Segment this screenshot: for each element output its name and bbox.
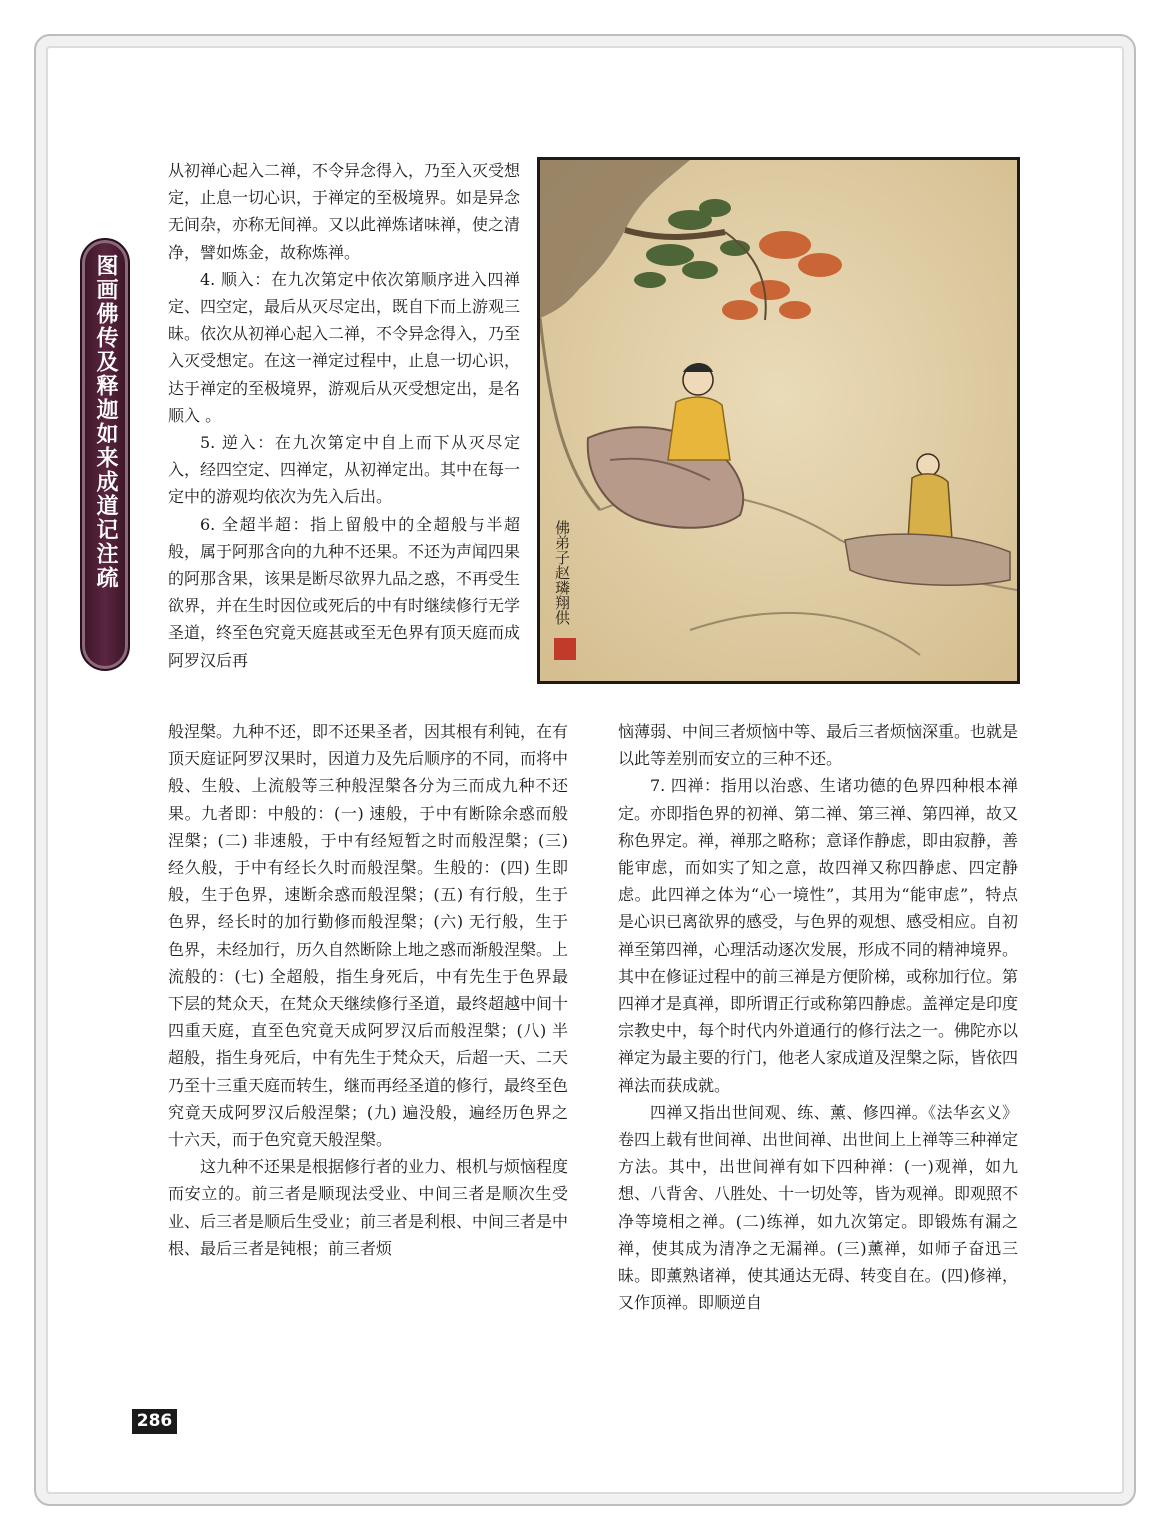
seal-icon bbox=[554, 638, 576, 660]
left-column-top bbox=[168, 157, 520, 674]
paragraph: 5. 逆入：在九次第定中自上而下从灭尽定入，经四空定、四禅定，从初禅定出。其中在每一定中的游观均依次为先入后出。 bbox=[168, 433, 521, 507]
paragraph: 4. 顺入：在九次第定中依次第顺序进入四禅定、四空定，最后从灭尽定出，既自下而上游观三昧。依次从初禅心起入二禅，不令异念得入，乃至入灭受想定。在这一禅定过程中，止息一切心识，达于禅定的至极境界，游观后从灭受想定出，是名顺入 。 bbox=[168, 269, 521, 425]
paragraph: 般涅槃。九种不还，即不还果圣者，因其根有利钝，在有顶天庭证阿罗汉果时，因道力及先后顺序的不同，而将中般、生般、上流般等三种般涅槃各分为三而成九种不还果。九者即：中般的：(一) 速般，于中有断除余惑而般涅槃；(二) 非速般，于中有经短暂之时而般涅槃；(三) 经久般，于中有经长久时而般涅槃。生般的：(四) 生即般，生于色界，速断余惑而般涅槃；(五) 有行般，生于色界，经长时的加行勤修而般涅槃；(六) 无行般，生于色界，未经加行，历久自然断除上地之惑而渐般涅槃。上流般的：(七) 全超般，指生身死后，中有先生于色界最下层的梵众天，在梵众天继续修行圣道，最终超越中间十四重天庭，直至色究竟天成阿罗汉后而般涅槃；(八) 半超般，指生身死后，中有先生于梵众天，后超一天、二天乃至十三重天庭而转生，继而再经圣道的修行，最终至色究竟天成阿罗汉后般涅槃；(九) 遍没般，遍经历色界之十六天，而于色究竟天般涅槃。 bbox=[168, 722, 569, 1150]
painting-inscription: 佛弟子赵璘翔供 bbox=[553, 520, 571, 625]
side-title-tab bbox=[80, 238, 130, 671]
paragraph: 7. 四禅：指用以治惑、生诸功德的色界四种根本禅定。亦即指色界的初禅、第二禅、第三禅、第四禅，故又称色界定。禅，禅那之略称；意译作静虑，即由寂静，善能审虑，而如实了知之意，故四禅又称四静虑、四定静虑。此四禅之体为“心一境性”，其用为“能审虑”，特点是心识已离欲界的感受，与色界的观想、感受相应。自初禅至第四禅，心理活动逐次发展，形成不同的精神境界。其中在修证过程中的前三禅是方便阶梯，或称加行位。第四禅才是真禅，即所谓正行或称第四静虑。盖禅定是印度宗教史中，每个时代内外道通行的修行法之一。佛陀亦以禅定为最主要的行门，他老人家成道及涅槃之际，皆依四禅法而获成就。 bbox=[618, 776, 1019, 1095]
left-column-bottom bbox=[168, 718, 568, 1262]
paragraph: 四禅又指出世间观、练、薰、修四禅。《法华玄义》卷四上载有世间禅、出世间禅、出世间上上禅等三种禅定方法。其中，出世间禅有如下四种禅：(一)观禅，如九想、八背舍、八胜处、十一切处等，皆为观禅。即观照不净等境相之禅。(二)练禅，如九次第定。即锻炼有漏之禅，使其成为清净之无漏禅。(三)薰禅，如师子奋迅三昧。即薰熟诸禅，使其通达无碍、转变自在。(四)修禅，又作顶禅。即顺逆自 bbox=[618, 1102, 1019, 1313]
illustration-painting bbox=[537, 157, 1020, 684]
paragraph: 恼薄弱、中间三者烦恼中等、最后三者烦恼深重。也就是以此等差别而安立的三种不还。 bbox=[618, 722, 1019, 769]
paragraph: 6. 全超半超：指上留般中的全超般与半超般，属于阿那含向的九种不还果。不还为声闻四果的阿那含果，该果是断尽欲界九品之惑，不再受生欲界，并在生时因位或死后的中有时继续修行无学圣道，终至色究竟天庭甚或至无色界有顶天庭而成阿罗汉后再 bbox=[168, 514, 521, 670]
paragraph: 这九种不还果是根据修行者的业力、根机与烦恼程度而安立的。前三者是顺现法受业、中间三者是顺次生受业、后三者是顺后生受业；前三者是利根、中间三者是中根、最后三者是钝根；前三者烦 bbox=[168, 1157, 569, 1258]
right-column-bottom bbox=[618, 718, 1018, 1316]
page-number: 286 bbox=[132, 1409, 177, 1434]
paragraph: 从初禅心起入二禅，不令异念得入，乃至入灭受想定，止息一切心识，于禅定的至极境界。如是异念无间杂，亦称无间禅。又以此禅炼诸味禅，使之清净，譬如炼金，故称炼禅。 bbox=[168, 161, 521, 262]
side-title: 图画佛传及释迦如来成道记注疏 bbox=[93, 254, 118, 590]
